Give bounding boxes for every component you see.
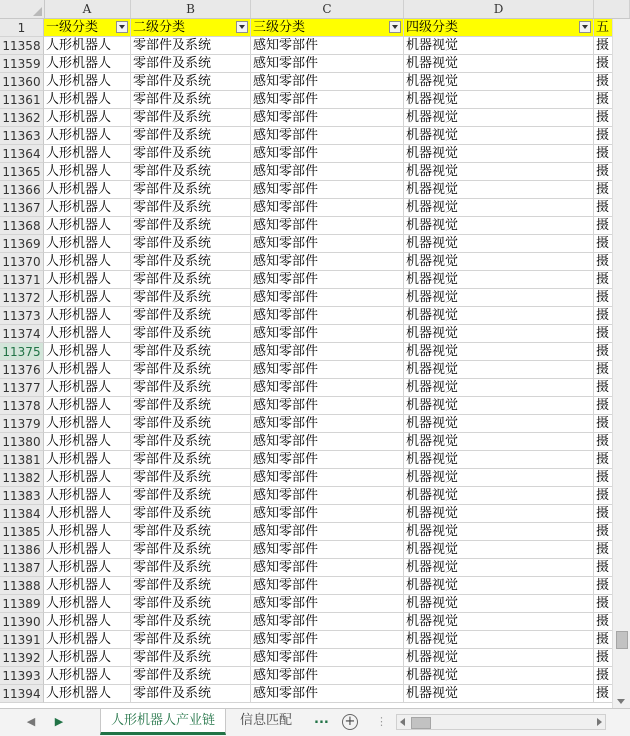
column-header-d[interactable]: D <box>404 0 594 18</box>
data-cell[interactable]: 零部件及系统 <box>131 199 251 217</box>
header-cell-label: 一级分类 <box>46 20 99 35</box>
data-cell[interactable]: 感知零部件 <box>251 235 404 253</box>
data-cell[interactable]: 人形机器人 <box>44 487 131 505</box>
data-cell[interactable]: 机器视觉 <box>404 37 594 55</box>
data-cell[interactable]: 摄 <box>594 217 630 235</box>
data-cell[interactable]: 人形机器人 <box>44 577 131 595</box>
data-cell[interactable]: 摄 <box>594 253 630 271</box>
data-cell[interactable]: 零部件及系统 <box>131 451 251 469</box>
data-cell[interactable]: 感知零部件 <box>251 523 404 541</box>
data-cell[interactable]: 摄 <box>594 181 630 199</box>
column-header-a[interactable]: A <box>44 0 131 18</box>
data-cell[interactable]: 零部件及系统 <box>131 181 251 199</box>
data-cell[interactable]: 感知零部件 <box>251 109 404 127</box>
data-cell[interactable]: 零部件及系统 <box>131 415 251 433</box>
data-cell[interactable]: 机器视觉 <box>404 145 594 163</box>
data-cell[interactable]: 零部件及系统 <box>131 649 251 667</box>
data-cell[interactable]: 机器视觉 <box>404 559 594 577</box>
data-cell[interactable]: 机器视觉 <box>404 235 594 253</box>
row-number[interactable]: 11390 <box>0 613 44 631</box>
data-cell[interactable]: 摄 <box>594 163 630 181</box>
data-cell[interactable]: 零部件及系统 <box>131 613 251 631</box>
data-cell[interactable]: 感知零部件 <box>251 217 404 235</box>
data-cell[interactable]: 机器视觉 <box>404 451 594 469</box>
row-number[interactable]: 11369 <box>0 235 44 253</box>
row-number[interactable]: 11363 <box>0 127 44 145</box>
data-cell[interactable]: 零部件及系统 <box>131 325 251 343</box>
table-row[interactable] <box>0 325 630 343</box>
column-header-c[interactable]: C <box>251 0 404 18</box>
data-cell[interactable]: 人形机器人 <box>44 91 131 109</box>
data-cell[interactable]: 感知零部件 <box>251 307 404 325</box>
header-cell-label: 四级分类 <box>406 20 459 35</box>
table-row[interactable] <box>0 631 630 649</box>
data-cell[interactable]: 摄 <box>594 577 630 595</box>
data-cell[interactable]: 摄 <box>594 433 630 451</box>
row-number[interactable]: 11370 <box>0 253 44 271</box>
column-header-b[interactable]: B <box>131 0 251 18</box>
data-cell[interactable]: 人形机器人 <box>44 649 131 667</box>
data-cell[interactable]: 感知零部件 <box>251 343 404 361</box>
header-cell-label: 五 <box>596 20 610 35</box>
data-cell[interactable]: 摄 <box>594 127 630 145</box>
data-cell[interactable]: 人形机器人 <box>44 451 131 469</box>
data-cell[interactable]: 感知零部件 <box>251 469 404 487</box>
row-number[interactable]: 11365 <box>0 163 44 181</box>
data-cell[interactable]: 零部件及系统 <box>131 559 251 577</box>
table-row[interactable] <box>0 469 630 487</box>
data-cell[interactable]: 零部件及系统 <box>131 361 251 379</box>
table-row[interactable] <box>0 127 630 145</box>
data-cell[interactable]: 感知零部件 <box>251 613 404 631</box>
data-cell[interactable]: 摄 <box>594 487 630 505</box>
data-cell[interactable]: 感知零部件 <box>251 649 404 667</box>
table-row[interactable] <box>0 109 630 127</box>
row-number[interactable]: 11391 <box>0 631 44 649</box>
data-cell[interactable]: 人形机器人 <box>44 325 131 343</box>
data-cell[interactable]: 零部件及系统 <box>131 37 251 55</box>
data-cell[interactable]: 零部件及系统 <box>131 163 251 181</box>
column-header-bar <box>0 0 630 19</box>
sheet-tab-active[interactable]: 人形机器人产业链 <box>100 709 226 735</box>
data-cell[interactable]: 零部件及系统 <box>131 253 251 271</box>
table-row[interactable] <box>0 559 630 577</box>
more-sheets-button[interactable]: ... <box>314 712 329 727</box>
data-cell[interactable]: 零部件及系统 <box>131 487 251 505</box>
data-cell[interactable]: 机器视觉 <box>404 55 594 73</box>
data-cell[interactable]: 零部件及系统 <box>131 523 251 541</box>
data-cell[interactable]: 摄 <box>594 595 630 613</box>
data-cell[interactable]: 人形机器人 <box>44 253 131 271</box>
data-cell[interactable]: 感知零部件 <box>251 199 404 217</box>
row-number[interactable]: 11387 <box>0 559 44 577</box>
data-cell[interactable]: 零部件及系统 <box>131 577 251 595</box>
data-cell[interactable]: 零部件及系统 <box>131 595 251 613</box>
data-cell[interactable]: 摄 <box>594 307 630 325</box>
table-row[interactable] <box>0 271 630 289</box>
filter-dropdown-icon[interactable] <box>579 21 591 33</box>
data-cell[interactable]: 摄 <box>594 667 630 685</box>
table-row[interactable] <box>0 667 630 685</box>
data-cell[interactable]: 感知零部件 <box>251 397 404 415</box>
row-number[interactable]: 11385 <box>0 523 44 541</box>
horizontal-scrollbar[interactable] <box>396 714 606 730</box>
data-cell[interactable]: 感知零部件 <box>251 541 404 559</box>
data-cell[interactable]: 机器视觉 <box>404 217 594 235</box>
data-cell[interactable]: 机器视觉 <box>404 181 594 199</box>
data-cell[interactable]: 摄 <box>594 559 630 577</box>
data-cell[interactable]: 人形机器人 <box>44 181 131 199</box>
row-number[interactable]: 11360 <box>0 73 44 91</box>
data-cell[interactable]: 人形机器人 <box>44 379 131 397</box>
data-cell[interactable]: 摄 <box>594 91 630 109</box>
row-number[interactable]: 11361 <box>0 91 44 109</box>
row-number[interactable]: 11372 <box>0 289 44 307</box>
data-cell[interactable]: 感知零部件 <box>251 685 404 703</box>
data-cell[interactable]: 机器视觉 <box>404 253 594 271</box>
sheet-tab-info-match[interactable]: 信息匹配 <box>240 713 293 728</box>
data-cell[interactable]: 机器视觉 <box>404 433 594 451</box>
row-number[interactable]: 11376 <box>0 361 44 379</box>
data-cell[interactable]: 感知零部件 <box>251 577 404 595</box>
data-cell[interactable]: 感知零部件 <box>251 127 404 145</box>
data-cell[interactable]: 零部件及系统 <box>131 505 251 523</box>
data-cell[interactable]: 人形机器人 <box>44 109 131 127</box>
table-row[interactable] <box>0 91 630 109</box>
table-row[interactable] <box>0 217 630 235</box>
data-cell[interactable]: 机器视觉 <box>404 289 594 307</box>
data-cell[interactable]: 机器视觉 <box>404 631 594 649</box>
data-cell[interactable]: 机器视觉 <box>404 109 594 127</box>
table-row[interactable] <box>0 163 630 181</box>
data-cell[interactable]: 机器视觉 <box>404 199 594 217</box>
data-cell[interactable]: 人形机器人 <box>44 163 131 181</box>
data-cell[interactable]: 机器视觉 <box>404 685 594 703</box>
scroll-left-arrow-icon[interactable] <box>400 718 405 726</box>
add-sheet-button[interactable]: + <box>342 714 358 730</box>
data-cell[interactable]: 人形机器人 <box>44 667 131 685</box>
table-row[interactable] <box>0 685 630 703</box>
data-cell[interactable]: 人形机器人 <box>44 37 131 55</box>
row-number[interactable]: 1 <box>0 19 44 37</box>
table-row[interactable] <box>0 613 630 631</box>
sheet-tab-bar <box>0 708 630 736</box>
data-cell[interactable]: 零部件及系统 <box>131 73 251 91</box>
data-cell[interactable]: 摄 <box>594 451 630 469</box>
select-all-corner[interactable] <box>0 0 45 18</box>
next-sheet-arrow-icon[interactable]: ▶ <box>54 715 64 728</box>
data-cell[interactable]: 机器视觉 <box>404 163 594 181</box>
table-row[interactable] <box>0 487 630 505</box>
scroll-right-arrow-icon[interactable] <box>597 718 602 726</box>
row-number[interactable]: 11375 <box>0 343 44 361</box>
data-cell[interactable]: 摄 <box>594 541 630 559</box>
data-cell[interactable]: 感知零部件 <box>251 181 404 199</box>
data-cell[interactable]: 摄 <box>594 55 630 73</box>
row-number[interactable]: 11378 <box>0 397 44 415</box>
row-number[interactable]: 11364 <box>0 145 44 163</box>
data-cell[interactable]: 机器视觉 <box>404 325 594 343</box>
table-row[interactable] <box>0 55 630 73</box>
data-cell[interactable]: 零部件及系统 <box>131 343 251 361</box>
data-cell[interactable]: 人形机器人 <box>44 271 131 289</box>
row-number[interactable]: 11384 <box>0 505 44 523</box>
table-row[interactable] <box>0 37 630 55</box>
row-number[interactable]: 11393 <box>0 667 44 685</box>
select-all-triangle-icon <box>33 7 42 16</box>
table-row[interactable] <box>0 289 630 307</box>
data-cell[interactable]: 摄 <box>594 289 630 307</box>
data-cell[interactable]: 摄 <box>594 649 630 667</box>
data-cell[interactable]: 摄 <box>594 73 630 91</box>
data-cell[interactable]: 机器视觉 <box>404 505 594 523</box>
table-row[interactable] <box>0 577 630 595</box>
data-cell[interactable]: 感知零部件 <box>251 667 404 685</box>
data-cell[interactable]: 机器视觉 <box>404 127 594 145</box>
row-number[interactable]: 11362 <box>0 109 44 127</box>
data-cell[interactable]: 机器视觉 <box>404 613 594 631</box>
data-cell[interactable]: 感知零部件 <box>251 289 404 307</box>
row-number[interactable]: 11388 <box>0 577 44 595</box>
row-number[interactable]: 11373 <box>0 307 44 325</box>
row-number[interactable]: 11377 <box>0 379 44 397</box>
data-cell[interactable]: 感知零部件 <box>251 145 404 163</box>
data-cell[interactable]: 人形机器人 <box>44 55 131 73</box>
data-cell[interactable]: 零部件及系统 <box>131 145 251 163</box>
data-cell[interactable]: 摄 <box>594 685 630 703</box>
header-cell[interactable] <box>131 19 251 37</box>
header-cell[interactable] <box>404 19 594 37</box>
filter-dropdown-icon[interactable] <box>389 21 401 33</box>
table-row[interactable] <box>0 523 630 541</box>
data-cell[interactable]: 零部件及系统 <box>131 541 251 559</box>
data-cell[interactable]: 人形机器人 <box>44 613 131 631</box>
table-row[interactable] <box>0 433 630 451</box>
data-cell[interactable]: 机器视觉 <box>404 667 594 685</box>
filter-dropdown-icon[interactable] <box>236 21 248 33</box>
data-cell[interactable]: 零部件及系统 <box>131 667 251 685</box>
data-cell[interactable]: 人形机器人 <box>44 199 131 217</box>
data-cell[interactable]: 人形机器人 <box>44 361 131 379</box>
data-cell[interactable]: 摄 <box>594 379 630 397</box>
data-cell[interactable]: 人形机器人 <box>44 397 131 415</box>
data-cell[interactable]: 机器视觉 <box>404 649 594 667</box>
data-cell[interactable]: 零部件及系统 <box>131 289 251 307</box>
data-cell[interactable]: 感知零部件 <box>251 415 404 433</box>
data-cell[interactable]: 零部件及系统 <box>131 217 251 235</box>
row-number[interactable]: 11379 <box>0 415 44 433</box>
header-cell-label: 二级分类 <box>133 20 186 35</box>
data-cell[interactable]: 机器视觉 <box>404 577 594 595</box>
data-cell[interactable]: 摄 <box>594 235 630 253</box>
data-cell[interactable]: 零部件及系统 <box>131 397 251 415</box>
table-row[interactable] <box>0 307 630 325</box>
row-number[interactable]: 11366 <box>0 181 44 199</box>
table-row[interactable] <box>0 397 630 415</box>
row-number[interactable]: 11386 <box>0 541 44 559</box>
data-cell[interactable]: 感知零部件 <box>251 433 404 451</box>
table-row[interactable] <box>0 199 630 217</box>
data-cell[interactable]: 机器视觉 <box>404 343 594 361</box>
table-row[interactable] <box>0 343 630 361</box>
data-cell[interactable]: 感知零部件 <box>251 487 404 505</box>
data-cell[interactable]: 摄 <box>594 397 630 415</box>
data-cell[interactable]: 摄 <box>594 613 630 631</box>
data-cell[interactable]: 人形机器人 <box>44 469 131 487</box>
table-row[interactable] <box>0 541 630 559</box>
data-cell[interactable]: 人形机器人 <box>44 235 131 253</box>
table-row[interactable] <box>0 595 630 613</box>
data-cell[interactable]: 零部件及系统 <box>131 307 251 325</box>
vertical-scrollbar[interactable] <box>612 19 630 708</box>
data-cell[interactable]: 人形机器人 <box>44 127 131 145</box>
data-cell[interactable]: 机器视觉 <box>404 361 594 379</box>
data-cell[interactable]: 人形机器人 <box>44 523 131 541</box>
data-cell[interactable]: 人形机器人 <box>44 307 131 325</box>
data-cell[interactable]: 零部件及系统 <box>131 685 251 703</box>
data-cell[interactable]: 摄 <box>594 199 630 217</box>
data-cell[interactable]: 人形机器人 <box>44 595 131 613</box>
data-cell[interactable]: 人形机器人 <box>44 541 131 559</box>
data-cell[interactable]: 摄 <box>594 523 630 541</box>
data-cell[interactable]: 机器视觉 <box>404 523 594 541</box>
data-cell[interactable]: 人形机器人 <box>44 145 131 163</box>
data-cell[interactable]: 人形机器人 <box>44 559 131 577</box>
data-cell[interactable]: 感知零部件 <box>251 163 404 181</box>
column-header-e[interactable] <box>594 0 630 18</box>
data-cell[interactable]: 摄 <box>594 343 630 361</box>
data-cell[interactable]: 人形机器人 <box>44 433 131 451</box>
header-row[interactable] <box>0 19 630 37</box>
data-cell[interactable]: 零部件及系统 <box>131 55 251 73</box>
data-cell[interactable]: 零部件及系统 <box>131 433 251 451</box>
header-cell[interactable] <box>44 19 131 37</box>
data-cell[interactable]: 摄 <box>594 415 630 433</box>
data-cell[interactable]: 感知零部件 <box>251 559 404 577</box>
data-cell[interactable]: 摄 <box>594 325 630 343</box>
prev-sheet-arrow-icon[interactable]: ◀ <box>26 715 36 728</box>
data-cell[interactable]: 机器视觉 <box>404 487 594 505</box>
data-cell[interactable]: 人形机器人 <box>44 685 131 703</box>
data-cell[interactable]: 摄 <box>594 505 630 523</box>
table-row[interactable] <box>0 361 630 379</box>
table-row[interactable] <box>0 649 630 667</box>
table-row[interactable] <box>0 181 630 199</box>
row-number[interactable]: 11374 <box>0 325 44 343</box>
vertical-scroll-thumb[interactable] <box>616 631 628 649</box>
table-row[interactable] <box>0 415 630 433</box>
data-cell[interactable]: 机器视觉 <box>404 379 594 397</box>
data-cell[interactable]: 机器视觉 <box>404 307 594 325</box>
row-number[interactable]: 11380 <box>0 433 44 451</box>
table-row[interactable] <box>0 505 630 523</box>
data-cell[interactable]: 摄 <box>594 271 630 289</box>
data-cell[interactable]: 零部件及系统 <box>131 127 251 145</box>
row-number[interactable]: 11392 <box>0 649 44 667</box>
data-cell[interactable]: 摄 <box>594 109 630 127</box>
table-row[interactable] <box>0 253 630 271</box>
data-cell[interactable]: 人形机器人 <box>44 631 131 649</box>
data-cell[interactable]: 零部件及系统 <box>131 469 251 487</box>
data-cell[interactable]: 感知零部件 <box>251 271 404 289</box>
data-cell[interactable]: 感知零部件 <box>251 55 404 73</box>
row-number[interactable]: 11371 <box>0 271 44 289</box>
data-cell[interactable]: 机器视觉 <box>404 595 594 613</box>
data-cell[interactable]: 摄 <box>594 469 630 487</box>
header-cell[interactable] <box>251 19 404 37</box>
row-number[interactable]: 11394 <box>0 685 44 703</box>
table-row[interactable] <box>0 145 630 163</box>
table-row[interactable] <box>0 73 630 91</box>
data-cell[interactable]: 感知零部件 <box>251 73 404 91</box>
data-cell[interactable]: 零部件及系统 <box>131 271 251 289</box>
row-number[interactable]: 11358 <box>0 37 44 55</box>
data-cell[interactable]: 感知零部件 <box>251 595 404 613</box>
data-cell[interactable]: 人形机器人 <box>44 343 131 361</box>
data-cell[interactable]: 机器视觉 <box>404 469 594 487</box>
data-cell[interactable]: 感知零部件 <box>251 361 404 379</box>
filter-dropdown-icon[interactable] <box>116 21 128 33</box>
header-cell-label: 三级分类 <box>253 20 306 35</box>
data-cell[interactable]: 感知零部件 <box>251 253 404 271</box>
row-number[interactable]: 11389 <box>0 595 44 613</box>
data-cell[interactable]: 机器视觉 <box>404 541 594 559</box>
data-cell[interactable]: 人形机器人 <box>44 73 131 91</box>
row-number[interactable]: 11367 <box>0 199 44 217</box>
data-cell[interactable]: 机器视觉 <box>404 397 594 415</box>
horizontal-scroll-thumb[interactable] <box>411 717 431 729</box>
data-cell[interactable]: 感知零部件 <box>251 631 404 649</box>
data-cell[interactable]: 机器视觉 <box>404 91 594 109</box>
data-cell[interactable]: 摄 <box>594 37 630 55</box>
splitter-handle-icon[interactable]: ⋮ <box>376 715 387 728</box>
table-row[interactable] <box>0 451 630 469</box>
data-cell[interactable]: 感知零部件 <box>251 451 404 469</box>
data-cell[interactable]: 人形机器人 <box>44 289 131 307</box>
data-cell[interactable]: 感知零部件 <box>251 37 404 55</box>
data-cell[interactable]: 摄 <box>594 145 630 163</box>
data-cell[interactable]: 零部件及系统 <box>131 109 251 127</box>
data-cell[interactable]: 零部件及系统 <box>131 91 251 109</box>
data-cell[interactable]: 摄 <box>594 361 630 379</box>
data-cell[interactable]: 零部件及系统 <box>131 631 251 649</box>
data-cell[interactable]: 摄 <box>594 631 630 649</box>
data-cell[interactable]: 感知零部件 <box>251 325 404 343</box>
table-row[interactable] <box>0 235 630 253</box>
data-cell[interactable]: 人形机器人 <box>44 505 131 523</box>
row-number[interactable]: 11381 <box>0 451 44 469</box>
data-cell[interactable]: 人形机器人 <box>44 217 131 235</box>
data-cell[interactable]: 感知零部件 <box>251 379 404 397</box>
data-cell[interactable]: 感知零部件 <box>251 91 404 109</box>
data-cell[interactable]: 零部件及系统 <box>131 379 251 397</box>
data-cell[interactable]: 人形机器人 <box>44 415 131 433</box>
row-number[interactable]: 11359 <box>0 55 44 73</box>
data-cell[interactable]: 零部件及系统 <box>131 235 251 253</box>
data-cell[interactable]: 机器视觉 <box>404 73 594 91</box>
table-row[interactable] <box>0 379 630 397</box>
data-cell[interactable]: 感知零部件 <box>251 505 404 523</box>
row-number[interactable]: 11382 <box>0 469 44 487</box>
data-cell[interactable]: 机器视觉 <box>404 271 594 289</box>
row-number[interactable]: 11368 <box>0 217 44 235</box>
data-cell[interactable]: 机器视觉 <box>404 415 594 433</box>
row-number[interactable]: 11383 <box>0 487 44 505</box>
scroll-down-arrow-icon[interactable] <box>617 699 625 704</box>
